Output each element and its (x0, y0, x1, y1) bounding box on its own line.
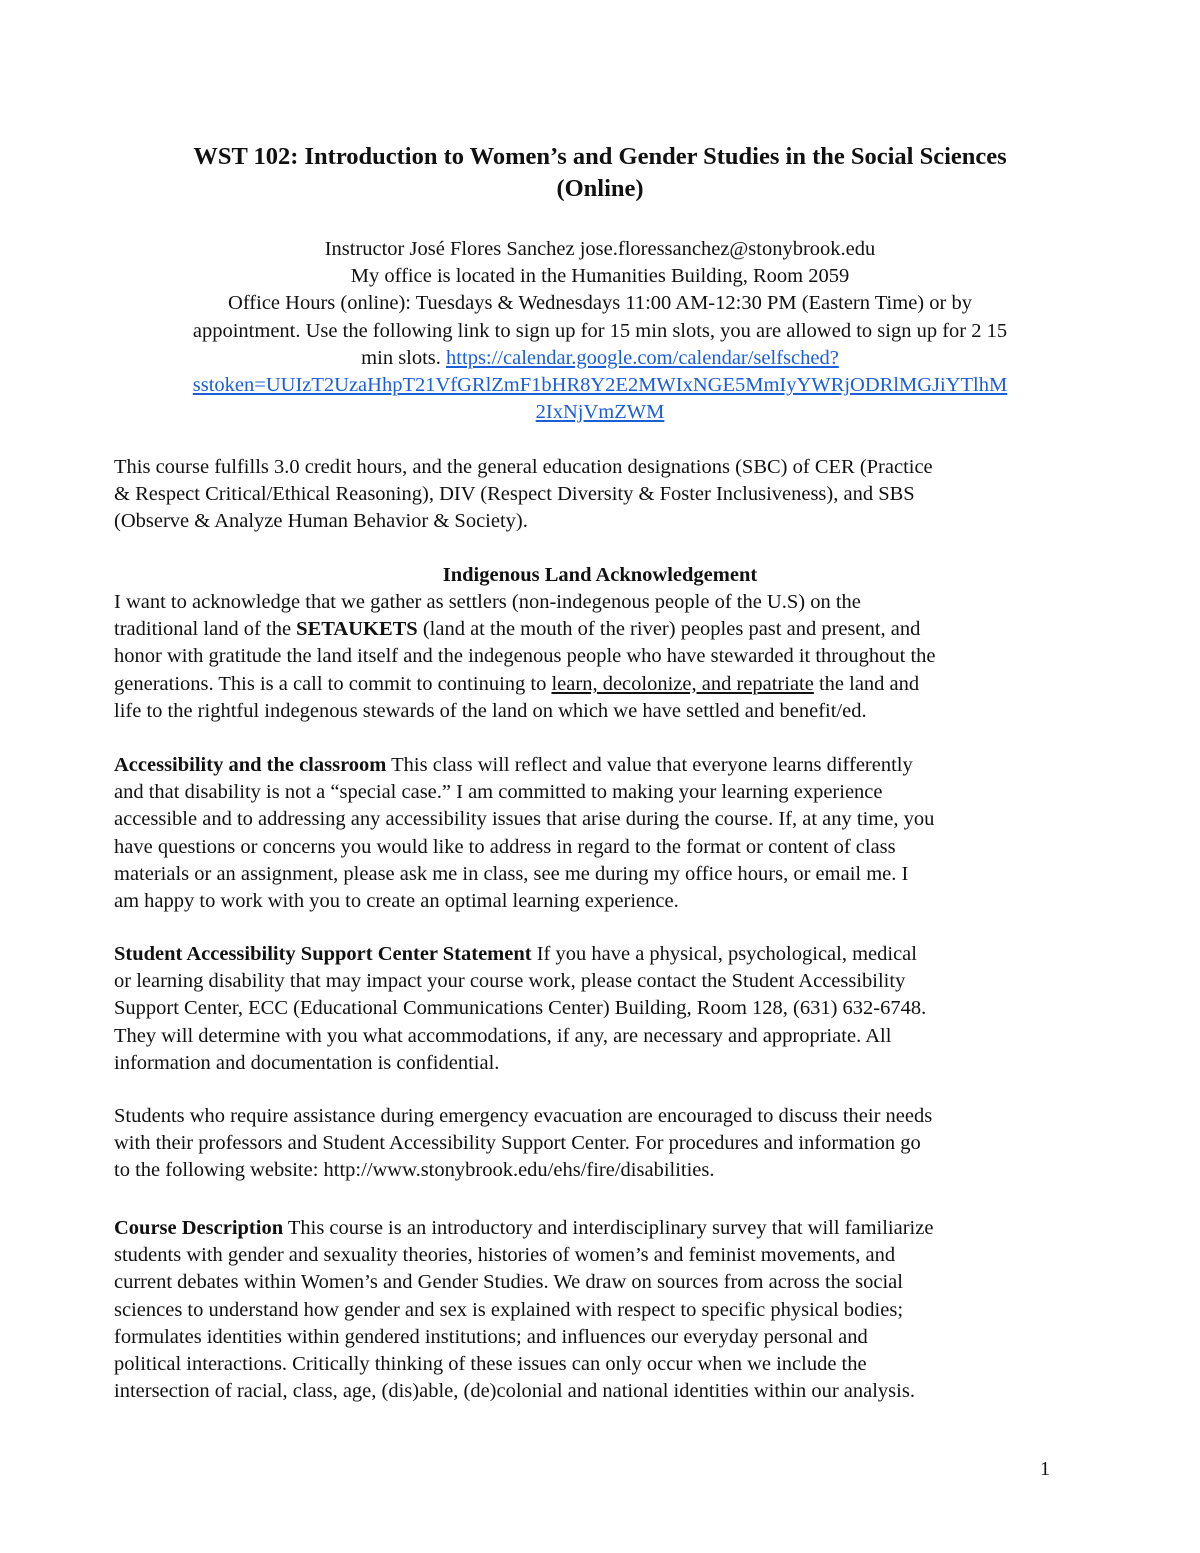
land-line: honor with gratitude the land itself and the indegenous people who have stewarded it throughout the (114, 645, 936, 668)
land-acknowledgement-heading: Indigenous Land Acknowledgement (442, 564, 758, 586)
credits-paragraph (114, 454, 1074, 536)
sasc-heading: Student Accessibility Support Center Statement (114, 943, 532, 965)
description-line (114, 1215, 1074, 1242)
credits-line: (Observe & Analyze Human Behavior & Society). (114, 510, 528, 533)
description-line: sciences to understand how gender and sex is explained with respect to specific physical bodies; (114, 1298, 904, 1321)
signup-link-prefix: min slots. (361, 346, 447, 369)
sasc-line (114, 941, 1074, 968)
description-text: This course is an introductory and interdisciplinary survey that will familiarize (283, 1217, 934, 1239)
page-number: 1 (1040, 1458, 1050, 1480)
sasc-line: They will determine with you what accommodations, if any, are necessary and appropriate. All (114, 1024, 892, 1047)
description-line: current debates within Women’s and Gender Studies. We draw on sources from across the social (114, 1271, 903, 1294)
document-title (100, 141, 1100, 205)
sasc-line: or learning disability that may impact your course work, please contact the Student Accessibility (114, 970, 906, 993)
land-text: the land and (813, 672, 920, 695)
description-line: intersection of racial, class, age, (dis)able, (de)colonial and national identities within our analysis. (114, 1380, 915, 1403)
calendar-link-part-1[interactable]: https://calendar.google.com/calendar/selfsched? (446, 346, 839, 369)
land-line (114, 671, 1074, 698)
description-line: formulates identities within gendered institutions; and influences our everyday personal and (114, 1325, 868, 1348)
setaukets-name: SETAUKETS (296, 618, 418, 641)
land-text: generations. This is a call to commit to continuing to (114, 672, 552, 695)
instructor-line: Instructor José Flores Sanchez jose.floressanchez@stonybrook.edu (324, 238, 876, 260)
calendar-link-line-3 (100, 399, 1100, 426)
course-description-heading: Course Description (114, 1217, 284, 1239)
land-text: (land at the mouth of the river) peoples past and present, and (417, 618, 921, 641)
signup-instructions: appointment. Use the following link to sign up for 15 min slots, you are allowed to sign up for 2 15 (192, 319, 1008, 342)
instructor-info (100, 236, 1100, 426)
accessibility-line: have questions or concerns you would like to address in regard to the format or content of class (114, 835, 896, 858)
land-line: life to the rightful indegenous stewards of the land on which we have settled and benefit/ed. (114, 699, 867, 722)
credits-line: This course fulfills 3.0 credit hours, and the general education designations (SBC) of CER (Practice (114, 456, 933, 478)
title-line-1: WST 102: Introduction to Women’s and Gender Studies in the Social Sciences (193, 143, 1007, 170)
land-line (114, 616, 1074, 643)
office-hours: Office Hours (online): Tuesdays & Wednesdays 11:00 AM-12:30 PM (Eastern Time) or by (228, 292, 972, 315)
calendar-link-part-2[interactable]: sstoken=UUIzT2UzaHhpT21VfGRlZmF1bHR8Y2E2MWIxNGE5MmIyYWRjODRlMGJiYTlhM (192, 374, 1008, 397)
evacuation-paragraph (114, 1103, 1074, 1185)
land-text: traditional land of the (114, 618, 297, 641)
accessibility-text: This class will reflect and value that everyone learns differently (386, 754, 913, 776)
accessibility-line: and that disability is not a “special case.” I am committed to making your learning experience (114, 781, 883, 804)
evacuation-line: to the following website: http://www.stonybrook.edu/ehs/fire/disabilities. (114, 1159, 715, 1182)
calendar-link-line-2 (100, 372, 1100, 399)
accessibility-heading: Accessibility and the classroom (114, 754, 387, 776)
evacuation-line: with their professors and Student Accessibility Support Center. For procedures and information go (114, 1132, 921, 1155)
course-description-paragraph (114, 1215, 1074, 1405)
sasc-line: Support Center, ECC (Educational Communications Center) Building, Room 128, (631) 632-6748. (114, 997, 927, 1020)
signup-link-line (100, 345, 1100, 372)
accessibility-line: am happy to work with you to create an optimal learning experience. (114, 890, 679, 913)
description-line: students with gender and sexuality theories, histories of women’s and feminist movements, and (114, 1244, 896, 1267)
sasc-paragraph (114, 941, 1074, 1077)
land-line: I want to acknowledge that we gather as settlers (non-indegenous people of the U.S) on the (114, 591, 861, 613)
calendar-link-part-3[interactable]: 2IxNjVmZWM (535, 401, 665, 424)
title-line-2: (Online) (556, 175, 644, 202)
accessibility-line: materials or an assignment, please ask me in class, see me during my office hours, or email me. I (114, 862, 909, 885)
credits-line: & Respect Critical/Ethical Reasoning), DIV (Respect Diversity & Foster Inclusiveness), and SBS (114, 483, 915, 506)
sasc-text: If you have a physical, psychological, medical (531, 943, 917, 965)
description-line: political interactions. Critically thinking of these issues can only occur when we include the (114, 1353, 867, 1376)
land-acknowledgement-paragraph (114, 589, 1074, 725)
sasc-line: information and documentation is confidential. (114, 1051, 500, 1074)
evacuation-line: Students who require assistance during emergency evacuation are encouraged to discuss their needs (114, 1105, 933, 1127)
underlined-phrase: learn, decolonize, and repatriate (551, 672, 814, 695)
accessibility-line: accessible and to addressing any accessibility issues that arise during the course. If, at any time, you (114, 808, 935, 831)
accessibility-line (114, 752, 1074, 779)
office-location: My office is located in the Humanities Building, Room 2059 (350, 265, 850, 288)
accessibility-paragraph (114, 752, 1074, 915)
